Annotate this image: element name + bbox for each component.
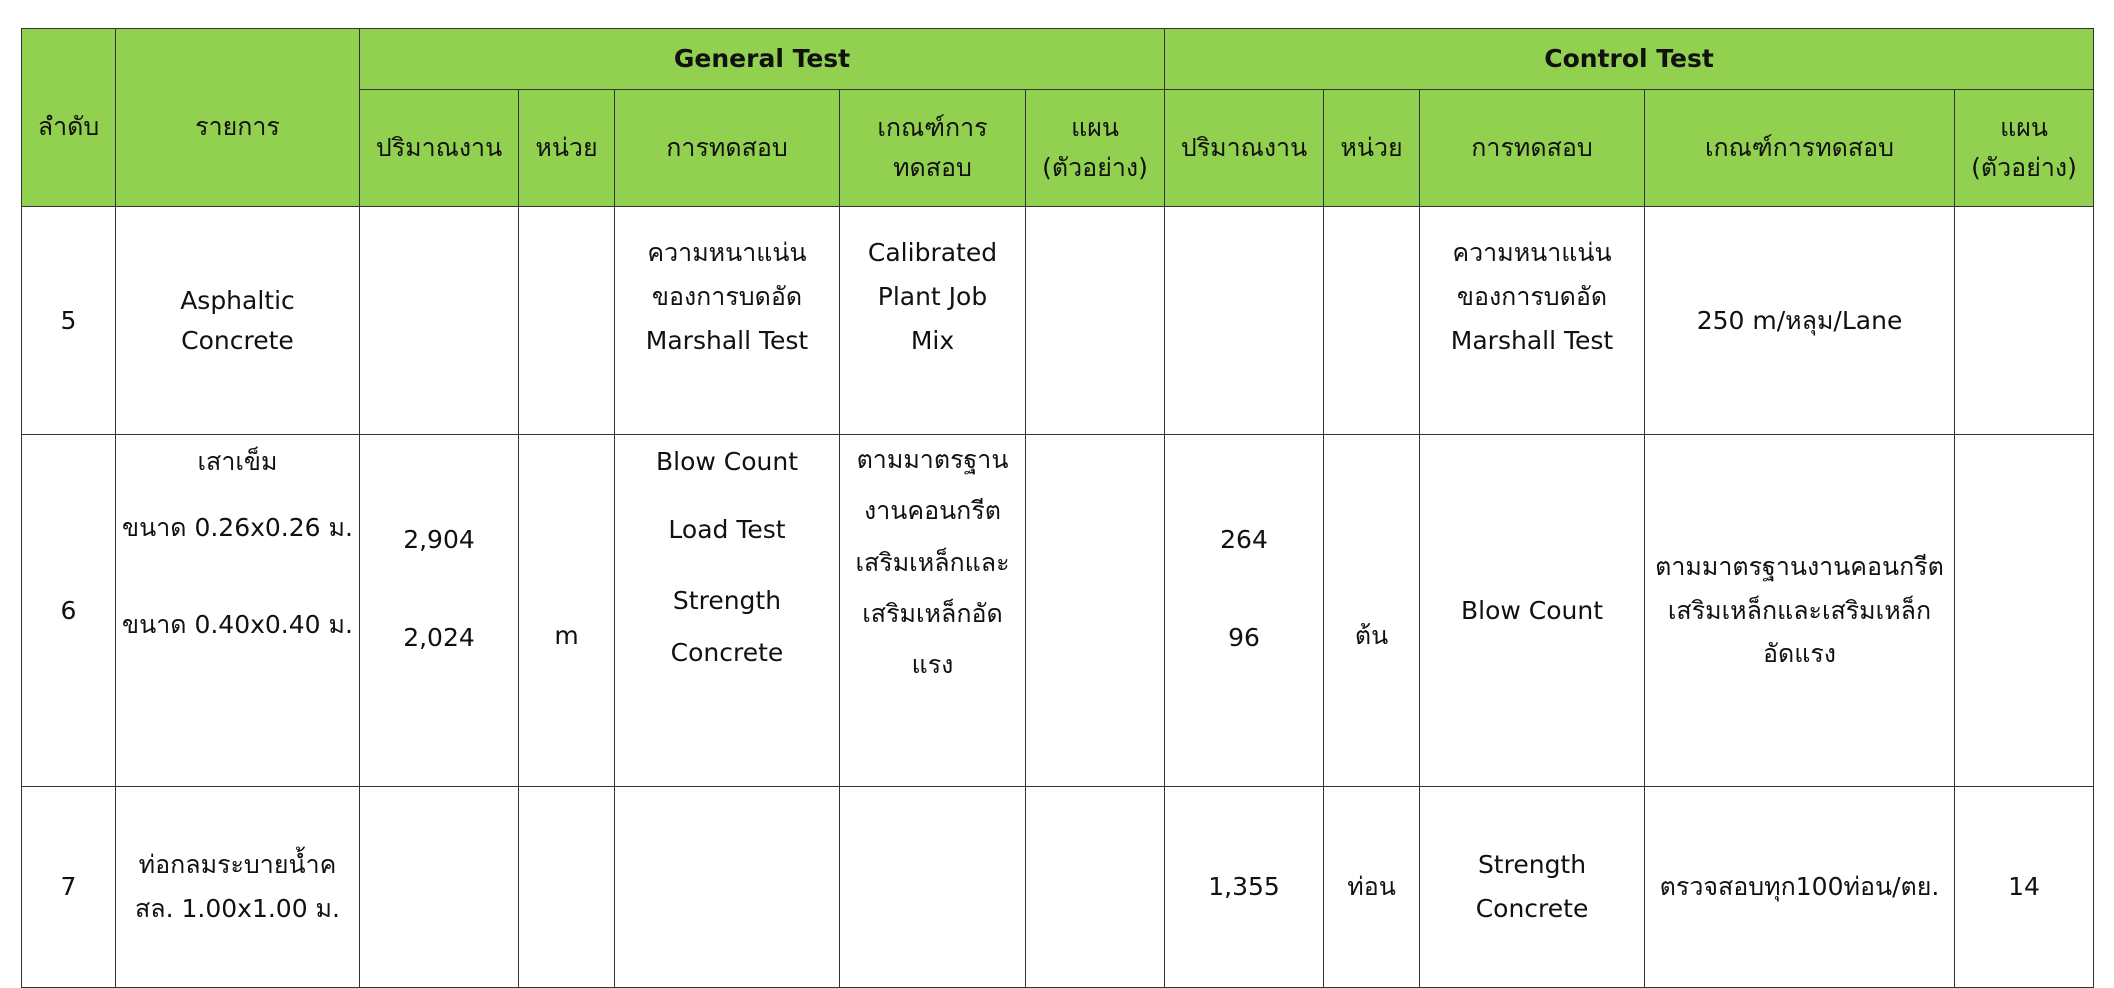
cell-line: Marshall Test bbox=[1450, 325, 1614, 355]
cell-line: เสริมเหล็กและเสริมเหล็ก bbox=[1667, 595, 1932, 625]
cell-general-criteria bbox=[840, 207, 1026, 435]
table-row bbox=[22, 207, 2094, 435]
cell-general-unit: m bbox=[519, 435, 615, 787]
cell-general-plan bbox=[1026, 435, 1165, 787]
cell-control-plan bbox=[1955, 435, 2094, 787]
table-row bbox=[22, 435, 2094, 787]
cell-line: ของการบดอัด bbox=[1456, 281, 1608, 311]
cell-line: Calibrated bbox=[867, 238, 998, 267]
cell-control-qty: 1,355 bbox=[1165, 787, 1324, 988]
cell-line: เสาเข็ม bbox=[197, 447, 278, 476]
cell-line: ตามมาตรฐานงานคอนกรีต bbox=[1655, 551, 1944, 581]
cell-no: 7 bbox=[22, 787, 116, 988]
cell-line: Strength bbox=[672, 586, 782, 615]
cell-line: 264 bbox=[1220, 525, 1268, 554]
cell-item bbox=[116, 435, 360, 787]
header-item: รายการ bbox=[116, 29, 360, 207]
cell-line: ขนาด 0.26x0.26 ม. bbox=[122, 512, 353, 542]
header-control-test-col: การทดสอบ bbox=[1420, 90, 1645, 207]
cell-line: Blow Count bbox=[655, 447, 799, 476]
header-general-qty: ปริมาณงาน bbox=[360, 90, 519, 207]
cell-general-qty bbox=[360, 787, 519, 988]
header-control-plan-line: แผน bbox=[2000, 113, 2048, 142]
table-header bbox=[22, 29, 2094, 207]
cell-control-qty bbox=[1165, 207, 1324, 435]
cell-general-unit bbox=[519, 787, 615, 988]
cell-control-plan bbox=[1955, 207, 2094, 435]
cell-control-test: Blow Count bbox=[1420, 435, 1645, 787]
cell-line: ความหนาแน่น bbox=[1452, 238, 1612, 267]
header-general-plan-line: (ตัวอย่าง) bbox=[1042, 153, 1148, 182]
cell-line: 2,904 bbox=[403, 525, 475, 554]
cell-line: 96 bbox=[1228, 622, 1260, 652]
cell-line: สล. 1.00x1.00 ม. bbox=[135, 894, 340, 923]
cell-control-test bbox=[1420, 787, 1645, 988]
cell-line: ของการบดอัด bbox=[651, 281, 803, 311]
header-control-unit: หน่วย bbox=[1324, 90, 1420, 207]
cell-no: 6 bbox=[22, 435, 116, 787]
header-general-criteria bbox=[840, 90, 1026, 207]
cell-general-criteria bbox=[840, 435, 1026, 787]
header-control-plan bbox=[1955, 90, 2094, 207]
cell-line: ขนาด 0.40x0.40 ม. bbox=[122, 610, 353, 639]
cell-control-plan: 14 bbox=[1955, 787, 2094, 988]
cell-control-criteria: 250 m/หลุม/Lane bbox=[1645, 207, 1955, 435]
header-no: ลำดับ bbox=[22, 29, 116, 207]
cell-general-unit bbox=[519, 207, 615, 435]
cell-control-criteria: ตรวจสอบทุก100ท่อน/ตย. bbox=[1645, 787, 1955, 988]
header-control-qty: ปริมาณงาน bbox=[1165, 90, 1324, 207]
header-general-criteria-line: เกณฑ์การ bbox=[877, 113, 988, 142]
cell-general-plan bbox=[1026, 787, 1165, 988]
cell-control-qty bbox=[1165, 435, 1324, 787]
cell-line: Strength bbox=[1477, 850, 1587, 880]
header-general-plan-line: แผน bbox=[1071, 113, 1119, 142]
cell-control-criteria bbox=[1645, 435, 1955, 787]
cell-control-unit: ต้น bbox=[1324, 435, 1420, 787]
cell-line: ความหนาแน่น bbox=[647, 238, 807, 267]
cell-line: Marshall Test bbox=[645, 325, 809, 355]
cell-line: Load Test bbox=[668, 514, 786, 544]
cell-line: ท่อกลมระบายน้ำค bbox=[138, 850, 337, 880]
cell-line: ตามมาตรฐาน bbox=[856, 445, 1009, 474]
cell-line: Mix bbox=[910, 325, 955, 355]
header-general-test-col: การทดสอบ bbox=[615, 90, 840, 207]
cell-line: Asphaltic bbox=[180, 285, 295, 315]
cell-line: แรง bbox=[911, 650, 954, 679]
cell-general-test bbox=[615, 787, 840, 988]
cell-line: Concrete bbox=[1475, 894, 1589, 923]
header-general-test: General Test bbox=[360, 29, 1165, 90]
cell-general-qty bbox=[360, 435, 519, 787]
header-control-test: Control Test bbox=[1165, 29, 2094, 90]
cell-no: 5 bbox=[22, 207, 116, 435]
cell-control-unit: ท่อน bbox=[1324, 787, 1420, 988]
cell-line: งานคอนกรีต bbox=[864, 496, 1001, 526]
cell-item bbox=[116, 787, 360, 988]
cell-line: อัดแรง bbox=[1763, 639, 1837, 669]
header-general-unit: หน่วย bbox=[519, 90, 615, 207]
cell-line: Plant Job bbox=[877, 281, 988, 311]
test-plan-table bbox=[21, 28, 2094, 988]
cell-general-test bbox=[615, 207, 840, 435]
cell-control-test bbox=[1420, 207, 1645, 435]
cell-general-test bbox=[615, 435, 840, 787]
header-general-criteria-line: ทดสอบ bbox=[893, 153, 972, 182]
cell-control-unit bbox=[1324, 207, 1420, 435]
cell-item bbox=[116, 207, 360, 435]
cell-line: 2,024 bbox=[403, 622, 475, 652]
cell-line: Concrete bbox=[181, 325, 294, 355]
cell-general-criteria bbox=[840, 787, 1026, 988]
header-control-criteria: เกณฑ์การทดสอบ bbox=[1645, 90, 1955, 207]
header-control-plan-line: (ตัวอย่าง) bbox=[1971, 153, 2077, 182]
table-body bbox=[22, 207, 2094, 988]
table-row bbox=[22, 787, 2094, 988]
cell-line: เสริมเหล็กและ bbox=[855, 547, 1010, 577]
header-general-plan bbox=[1026, 90, 1165, 207]
document-page bbox=[21, 28, 2094, 988]
cell-line: Concrete bbox=[670, 637, 784, 667]
cell-general-qty bbox=[360, 207, 519, 435]
header-row-groups bbox=[22, 29, 2094, 90]
cell-line: เสริมเหล็กอัด bbox=[862, 598, 1003, 628]
cell-general-plan bbox=[1026, 207, 1165, 435]
